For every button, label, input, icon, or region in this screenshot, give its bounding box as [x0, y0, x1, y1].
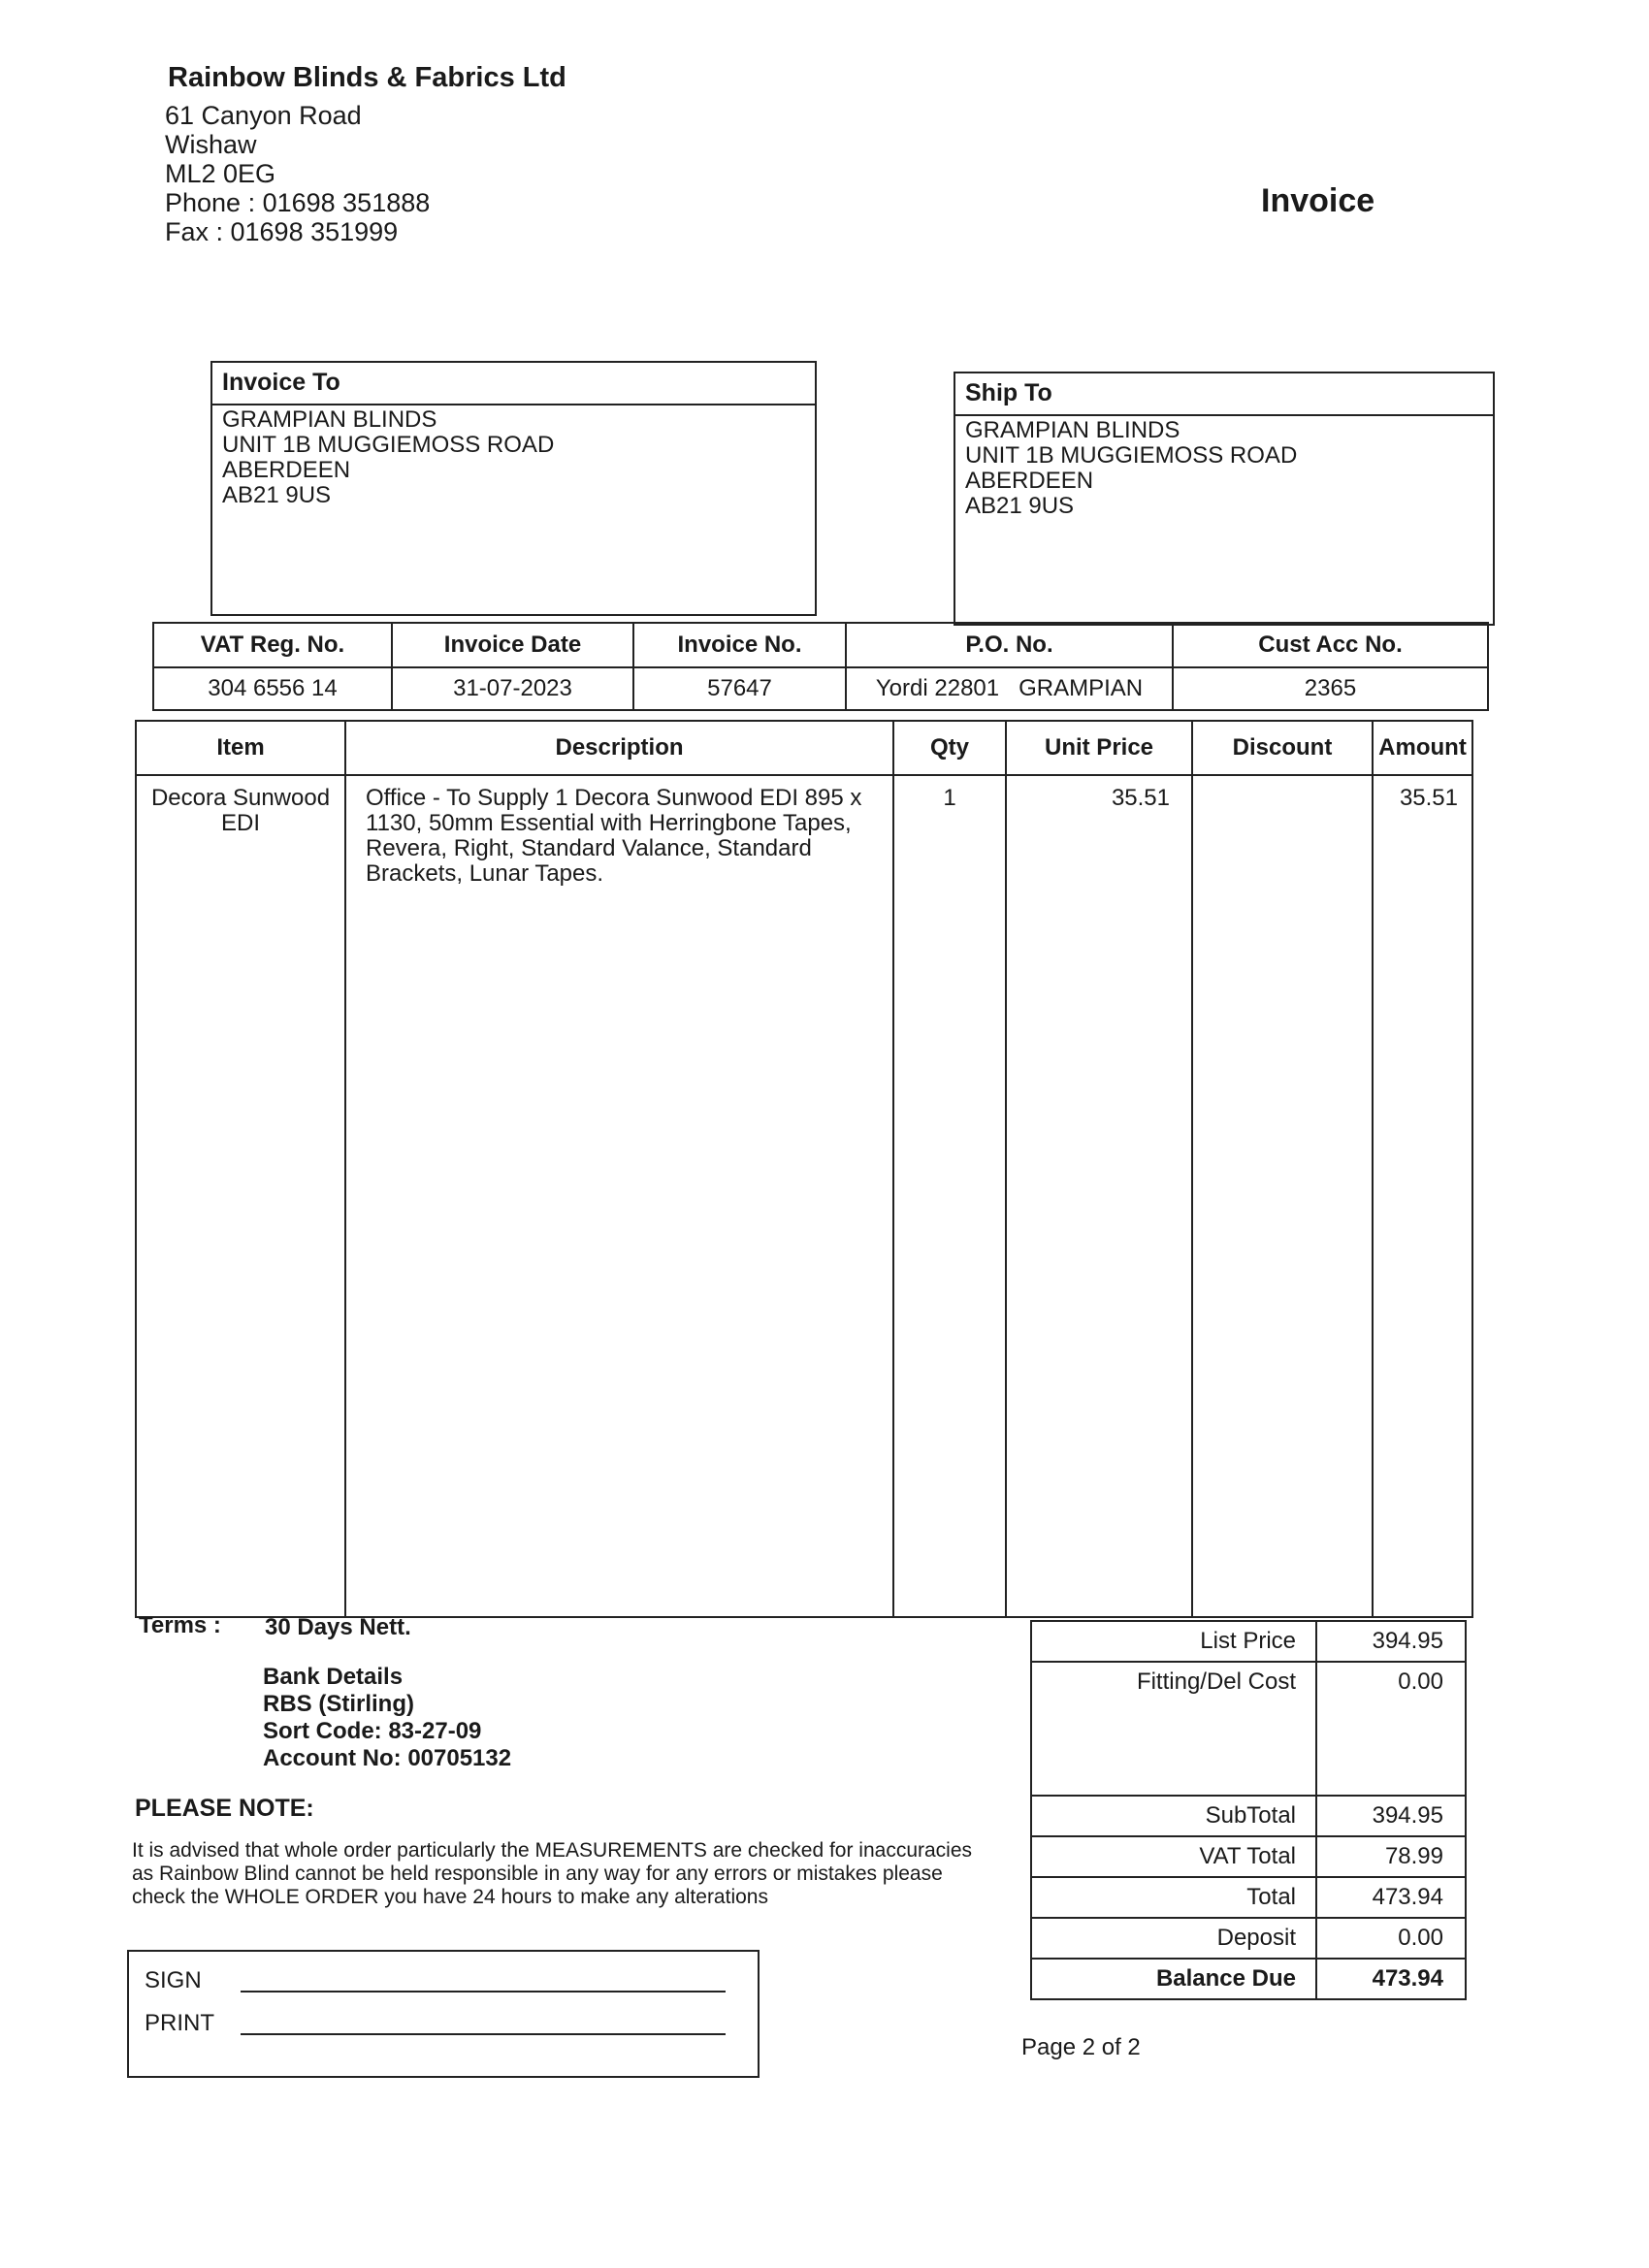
signature-box — [127, 1950, 760, 2078]
bank-details — [263, 1664, 511, 1772]
items-header-row — [136, 721, 1472, 775]
totals-value: 78.99 — [1316, 1836, 1466, 1877]
header-cust-acc: Cust Acc No. — [1173, 623, 1488, 667]
bank-name: RBS (Stirling) — [263, 1691, 414, 1717]
totals-value: 0.00 — [1316, 1662, 1466, 1796]
balance-due-label: Balance Due — [1031, 1959, 1316, 1999]
totals-row — [1031, 1918, 1466, 1959]
sign-line[interactable] — [241, 1991, 726, 1993]
header-description: Description — [345, 721, 893, 775]
terms-label: Terms : — [139, 1612, 221, 1638]
company-address-line: ML2 0EG — [165, 159, 276, 188]
meta-value-row — [153, 667, 1488, 710]
totals-label: Total — [1031, 1877, 1316, 1918]
ship-to-heading: Ship To — [955, 373, 1493, 416]
company-fax: Fax : 01698 351999 — [165, 217, 399, 246]
sign-label: SIGN — [145, 1967, 202, 1993]
balance-due-row — [1031, 1959, 1466, 1999]
totals-table — [1030, 1620, 1467, 2000]
item-name: Decora Sunwood EDI — [136, 775, 345, 1617]
balance-due-value: 473.94 — [1316, 1959, 1466, 1999]
header-unit-price: Unit Price — [1006, 721, 1192, 775]
address-line: GRAMPIAN BLINDS — [965, 417, 1180, 443]
totals-row — [1031, 1662, 1466, 1796]
note-title: PLEASE NOTE: — [135, 1795, 314, 1822]
invoice-no-value: 57647 — [633, 667, 846, 710]
totals-label: SubTotal — [1031, 1796, 1316, 1836]
header-invoice-date: Invoice Date — [392, 623, 633, 667]
address-line: UNIT 1B MUGGIEMOSS ROAD — [222, 432, 555, 458]
header-item: Item — [136, 721, 345, 775]
header-amount: Amount — [1373, 721, 1472, 775]
company-address-line: Wishaw — [165, 130, 257, 159]
company-address — [165, 101, 430, 246]
totals-row — [1031, 1836, 1466, 1877]
page-number: Page 2 of 2 — [1021, 2034, 1141, 2060]
bank-heading: Bank Details — [263, 1664, 404, 1690]
address-line: AB21 9US — [965, 493, 1075, 519]
invoice-meta-table — [152, 622, 1489, 711]
invoice-date-value: 31-07-2023 — [392, 667, 633, 710]
invoice-to-box — [210, 361, 817, 616]
header-qty: Qty — [893, 721, 1006, 775]
totals-label: List Price — [1031, 1621, 1316, 1662]
address-line: AB21 9US — [222, 482, 332, 508]
print-label: PRINT — [145, 2010, 214, 2036]
bank-sort-code: Sort Code: 83-27-09 — [263, 1718, 482, 1744]
address-line: UNIT 1B MUGGIEMOSS ROAD — [965, 442, 1298, 469]
note-text: It is advised that whole order particularly the MEASUREMENTS are checked for inaccuracies as Rainbow Blind cannot be held responsible in any way for any errors or mistakes please check the WHOLE ORDER you have 24 hours to make any alterations — [132, 1839, 973, 1908]
ship-to-box — [954, 372, 1495, 626]
totals-value: 473.94 — [1316, 1877, 1466, 1918]
header-discount: Discount — [1192, 721, 1373, 775]
company-address-line: 61 Canyon Road — [165, 101, 362, 130]
table-row — [136, 775, 1472, 1617]
totals-row — [1031, 1621, 1466, 1662]
totals-label: Fitting/Del Cost — [1031, 1662, 1316, 1796]
company-phone: Phone : 01698 351888 — [165, 188, 431, 217]
document-title: Invoice — [1261, 182, 1375, 219]
meta-header-row — [153, 623, 1488, 667]
item-qty: 1 — [893, 775, 1006, 1617]
ship-to-address — [955, 416, 1493, 521]
address-line: ABERDEEN — [965, 468, 1094, 494]
header-vat-reg: VAT Reg. No. — [153, 623, 392, 667]
company-name: Rainbow Blinds & Fabrics Ltd — [168, 62, 566, 93]
address-line: ABERDEEN — [222, 457, 351, 483]
po-no-value: Yordi 22801 GRAMPIAN — [846, 667, 1173, 710]
terms-value: 30 Days Nett. — [265, 1614, 411, 1640]
header-invoice-no: Invoice No. — [633, 623, 846, 667]
totals-row — [1031, 1877, 1466, 1918]
invoice-to-address — [212, 405, 815, 510]
item-unit-price: 35.51 — [1006, 775, 1192, 1617]
totals-label: Deposit — [1031, 1918, 1316, 1959]
totals-row — [1031, 1796, 1466, 1836]
bank-account: Account No: 00705132 — [263, 1745, 512, 1771]
item-discount — [1192, 775, 1373, 1617]
invoice-to-heading: Invoice To — [212, 363, 815, 405]
totals-value: 394.95 — [1316, 1796, 1466, 1836]
cust-acc-value: 2365 — [1173, 667, 1488, 710]
totals-value: 0.00 — [1316, 1918, 1466, 1959]
print-line[interactable] — [241, 2033, 726, 2035]
header-po-no: P.O. No. — [846, 623, 1173, 667]
line-items-table — [135, 720, 1473, 1618]
vat-reg-value: 304 6556 14 — [153, 667, 392, 710]
address-line: GRAMPIAN BLINDS — [222, 406, 437, 433]
item-amount: 35.51 — [1373, 775, 1472, 1617]
totals-label: VAT Total — [1031, 1836, 1316, 1877]
totals-value: 394.95 — [1316, 1621, 1466, 1662]
item-description: Office - To Supply 1 Decora Sunwood EDI 895 x 1130, 50mm Essential with Herringbone Tapes, Revera, Right, Standard Valance, Standard Brackets, Lunar Tapes. — [345, 775, 893, 1617]
